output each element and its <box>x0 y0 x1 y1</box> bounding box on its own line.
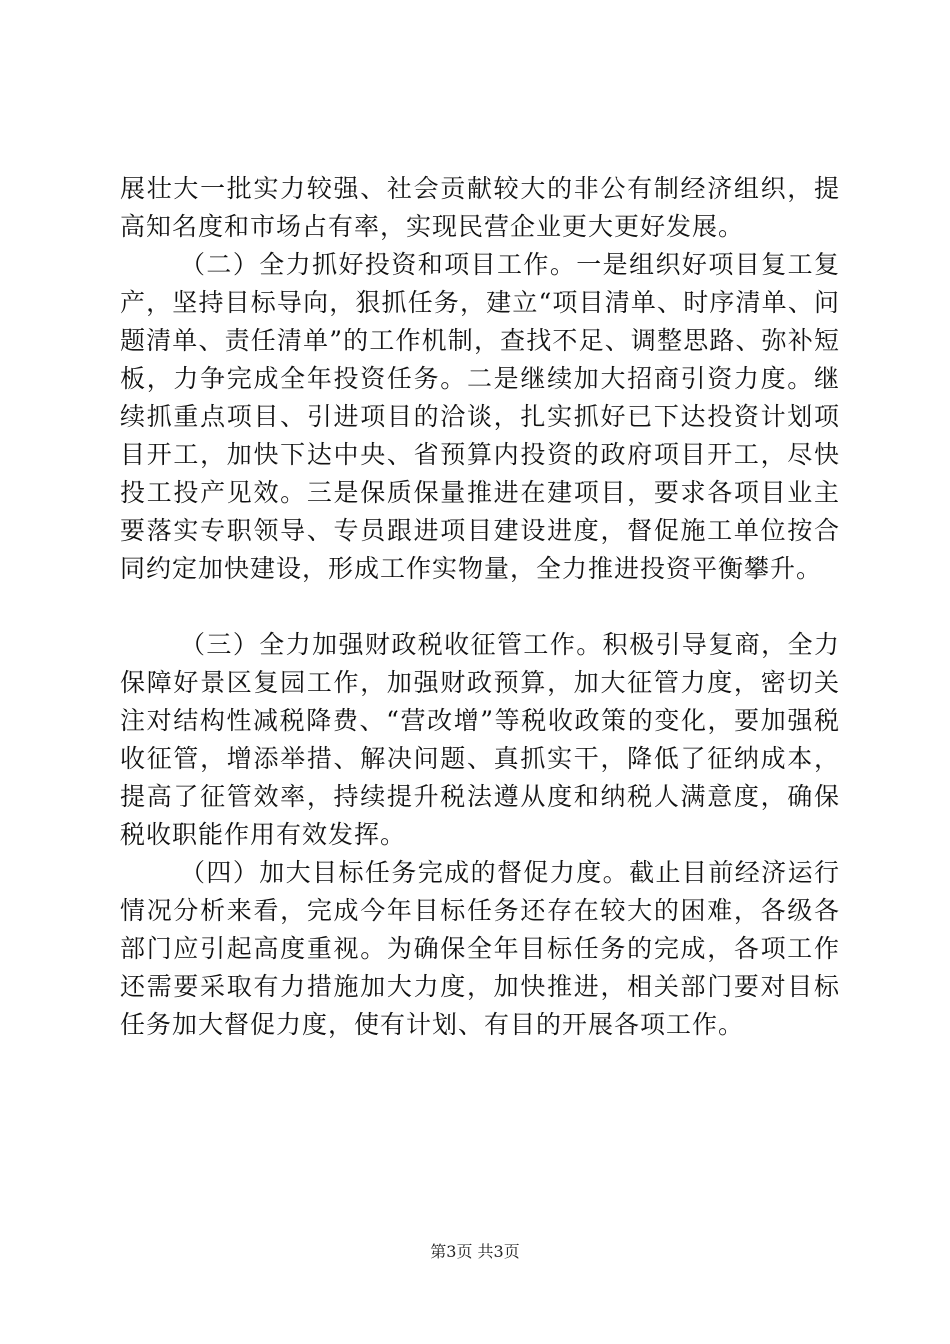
paragraph-target-supervision: （四）加大目标任务完成的督促力度。截止目前经济运行情况分析来看，完成今年目标任务还存在较大的困难，各级各部门应引起高度重视。为确保全年目标任务的完成，各项工作还需要采取有力措施加大力度，加快推进，相关部门要对目标任务加大督促力度，使有计划、有目的开展各项工作。 <box>120 858 840 1039</box>
document-body <box>120 170 840 1044</box>
paragraph-fiscal-tax: （三）全力加强财政税收征管工作。积极引导复商，全力保障好景区复园工作，加强财政预算，加大征管力度，密切关注对结构性减税降费、“营改增”等税收政策的变化，要加强税收征管，增添举措、解决问题、真抓实干，降低了征纳成本，提高了征管效率，持续提升税法遵从度和纳税人满意度，确保税收职能作用有效发挥。 <box>120 630 840 849</box>
page-number-footer: 第3页 共3页 <box>430 1242 520 1261</box>
paragraph-investment-projects: （二）全力抓好投资和项目工作。一是组织好项目复工复产，坚持目标导向，狠抓任务，建立“项目清单、时序清单、问题清单、责任清单”的工作机制，查找不足、调整思路、弥补短板，力争完成全年投资任务。二是继续加大招商引资力度。继续抓重点项目、引进项目的洽谈，扎实抓好已下达投资计划项目开工，加快下达中央、省预算内投资的政府项目开工，尽快投工投产见效。三是保质保量推进在建项目，要求各项目业主要落实专职领导、专员跟进项目建设进度，督促施工单位按合同约定加快建设，形成工作实物量，全力推进投资平衡攀升。 <box>120 250 840 583</box>
paragraph-continuation: 展壮大一批实力较强、社会贡献较大的非公有制经济组织，提高知名度和市场占有率，实现民营企业更大更好发展。 <box>120 174 840 241</box>
